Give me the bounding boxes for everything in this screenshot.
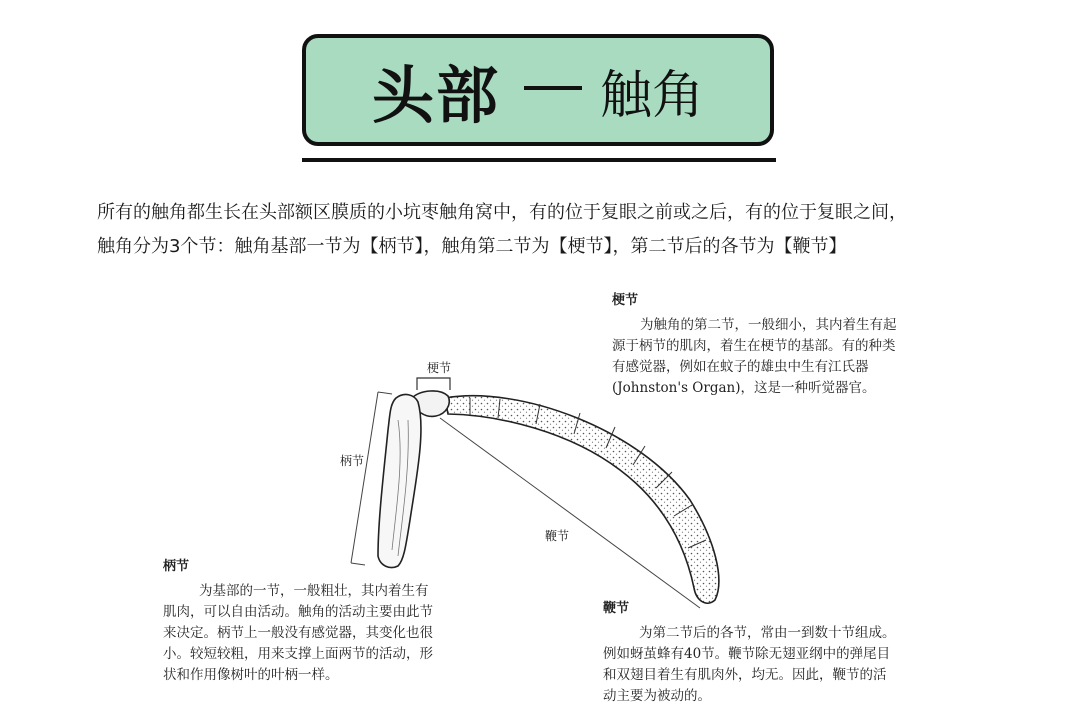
scape-note-line: 来决定。柄节上一般没有感觉器，其变化也很: [163, 625, 433, 641]
scape-note-line: 状和作用像树叶的叶柄一样。: [163, 667, 339, 683]
scape-label: 柄节: [340, 454, 365, 468]
scape-bracket-line: [351, 392, 378, 563]
pedicel-bracket: [417, 378, 450, 390]
scape-note: [163, 556, 433, 686]
flagellum-bracket-line: [440, 418, 700, 608]
intro-line-2: 触角分为3个节：触角基部一节为【柄节】，触角第二节为【梗节】，第二节后的各节为【鞭节】: [97, 236, 847, 257]
pedicel-note-heading: 梗节: [612, 293, 639, 308]
flagellum-note-line: 为第二节后的各节，常由一到数十节组成。: [639, 625, 896, 641]
flagellum-note-heading: 鞭节: [603, 601, 630, 616]
intro-line-1: 所有的触角都生长在头部额区膜质的小坑枣触角窝中，有的位于复眼之前或之后，有的位于复眼之间，: [97, 202, 907, 223]
scape-note-line: 为基部的一节，一般粗壮，其内着生有: [199, 583, 429, 599]
title-sub: 触角: [600, 65, 705, 126]
flagellum-label: 鞭节: [545, 529, 570, 543]
pedicel-note-line: 有感觉器，例如在蚊子的雄虫中生有江氏器: [612, 359, 869, 375]
flagellum-note-line: 例如蚜茧蜂有40节。鞭节除无翅亚纲中的弹尾目: [603, 646, 891, 662]
pedicel-label: 梗节: [427, 361, 452, 375]
flagellum-note: [603, 598, 896, 707]
scape-note-heading: 柄节: [163, 559, 190, 574]
pedicel-note-line: (Johnston's Organ)，这是一种听觉器官。: [612, 380, 876, 396]
pedicel-note-line: 为触角的第二节，一般细小，其内着生有起: [640, 317, 897, 333]
flagellum-note-line: 动主要为被动的。: [603, 688, 711, 704]
scape-note-line: 小。较短较粗，用来支撑上面两节的活动，形: [163, 646, 433, 662]
title-main: 头部: [371, 58, 500, 132]
pedicel-note: [612, 290, 897, 399]
pedicel-note-line: 源于柄节的肌肉，着生在梗节的基部。有的种类: [612, 338, 896, 354]
flagellum-segment: [445, 396, 719, 603]
scape-note-line: 肌肉，可以自由活动。触角的活动主要由此节: [163, 604, 433, 620]
flagellum-note-line: 和双翅目着生有肌肉外，均无。因此，鞭节的活: [603, 667, 887, 683]
